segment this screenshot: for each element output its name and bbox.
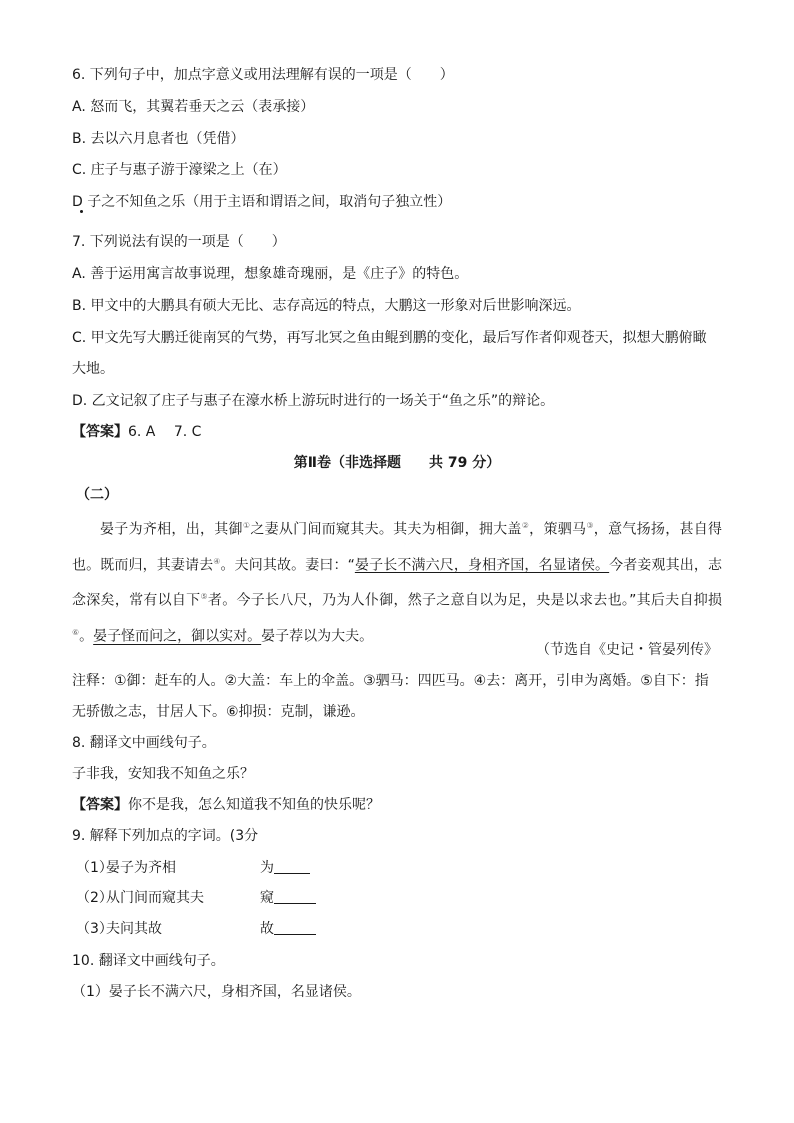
q7-option-c-line1: C. 甲文先写大鹏迁徙南冥的气势，再写北冥之鱼由鲲到鹏的变化，最后写作者仰观苍天，拟想大鹏俯瞰 xyxy=(72,330,707,346)
q9-item-num: （2） xyxy=(76,890,113,906)
q7-option-a: A. 善于运用寓言故事说理，想象雄奇瑰丽，是《庄子》的特色。 xyxy=(72,266,469,282)
q8-stem: 8. 翻译文中画线句子。 xyxy=(72,735,216,751)
passage-seg: 。 xyxy=(79,628,94,645)
answer-text: 6. A 7. C xyxy=(128,424,202,440)
q6-option-d: D 子之不知鱼之乐（用于主语和谓语之间，取消句子独立性） xyxy=(72,194,452,210)
q6-option-b: B. 去以六月息者也（凭借） xyxy=(72,131,245,147)
q9-item-word: 为 xyxy=(260,860,274,876)
notes-line1: 注释：①御：赶车的人。②大盖：车上的伞盖。③驷马：四匹马。④去：离开，引申为离婚。⑤自下：指 xyxy=(72,673,709,689)
answer-blank[interactable] xyxy=(274,920,316,935)
q6-option-a: A. 怒而飞，其翼若垂天之云（表承接） xyxy=(72,99,315,115)
answer-6-7 xyxy=(72,422,201,442)
notes-line2: 无骄傲之志，甘居人下。⑥抑损：克制，谦逊。 xyxy=(72,704,365,720)
answer-blank[interactable] xyxy=(274,859,310,874)
q10-item-1: （1）晏子长不满六尺，身相齐国，名显诸侯。 xyxy=(72,984,361,1000)
q8-sentence: 子非我，安知我不知鱼之乐？ xyxy=(72,766,254,782)
q9-item-word: 窥 xyxy=(260,890,274,906)
q9-item-text: 从门间而窥其夫 xyxy=(106,890,204,906)
passage-seg: 晏子荐以为大夫。 xyxy=(261,628,374,645)
note-marker: ⑤ xyxy=(200,592,208,602)
note-marker: ③ xyxy=(586,521,594,530)
passage-seg: 晏子为齐相，出，其御 xyxy=(100,521,243,538)
answer-text: 你不是我，怎么知道我不知鱼的快乐呢？ xyxy=(128,797,380,813)
answer-label: 【答案】 xyxy=(72,797,128,813)
q9-item-num: （1） xyxy=(76,860,113,876)
passage xyxy=(72,510,722,653)
note-marker: ① xyxy=(242,521,251,530)
note-marker: ⑥ xyxy=(72,627,80,637)
underlined-sentence: 晏子长不满六尺，身相齐国，名显诸侯。 xyxy=(354,557,610,574)
underlined-sentence: 晏子怪而问之，御以实对。 xyxy=(93,628,262,645)
section-title: 第Ⅱ卷（非选择题 共 79 分） xyxy=(293,455,501,471)
answer-label: 【答案】 xyxy=(72,424,128,440)
q7-option-c-line2: 大地。 xyxy=(72,361,114,377)
passage-seg: 。夫问其故。妻曰：“ xyxy=(220,557,355,574)
q9-item-text: 晏子为齐相 xyxy=(106,860,176,876)
answer-blank[interactable] xyxy=(274,889,316,904)
q9-item-answer xyxy=(260,919,316,939)
q9-item-word: 故 xyxy=(260,921,274,937)
q9-item-num: （3） xyxy=(76,921,113,937)
passage-seg: ，意气扬扬，甚自得也。既而归，其妻请去 xyxy=(72,521,723,574)
q10-stem: 10. 翻译文中画线句子。 xyxy=(72,953,225,969)
note-marker: ④ xyxy=(213,556,221,566)
emphasis-dot xyxy=(80,210,83,213)
q8-answer xyxy=(72,795,380,815)
passage-seg: 之妻从门间而窥其夫。其夫为相御，拥大盖 xyxy=(250,521,522,538)
q6-stem: 6. 下列句子中，加点字意义或用法理解有误的一项是（ ） xyxy=(72,67,454,83)
q7-option-b: B. 甲文中的大鹏具有硕大无比、志存高远的特点，大鹏这一形象对后世影响深远。 xyxy=(72,298,581,314)
passage-seg: ，策驷马 xyxy=(529,521,587,538)
q6-option-c: C. 庄子与惠子游于濠梁之上（在） xyxy=(72,162,287,178)
q7-option-d: D. 乙文记叙了庄子与惠子在濠水桥上游玩时进行的一场关于“鱼之乐”的辩论。 xyxy=(72,393,555,409)
note-marker: ② xyxy=(521,521,530,530)
passage-seg: 今者妾观其出，志念深矣，常有以自下 xyxy=(72,557,723,609)
part-label: （二） xyxy=(76,487,118,503)
q9-item-answer xyxy=(260,888,316,908)
passage-seg: 者。今子长八尺，乃为人仆御，然子之意自以为足，央是以求去也。”其后夫自抑损 xyxy=(207,592,723,609)
q9-item-text: 夫问其故 xyxy=(106,921,162,937)
q9-stem: 9. 解释下列加点的字词。(3分 xyxy=(72,828,259,844)
q9-item-answer xyxy=(260,858,310,878)
q7-stem: 7. 下列说法有误的一项是（ ） xyxy=(72,234,286,250)
passage-source: （节选自《史记・管晏列传》 xyxy=(536,642,718,658)
